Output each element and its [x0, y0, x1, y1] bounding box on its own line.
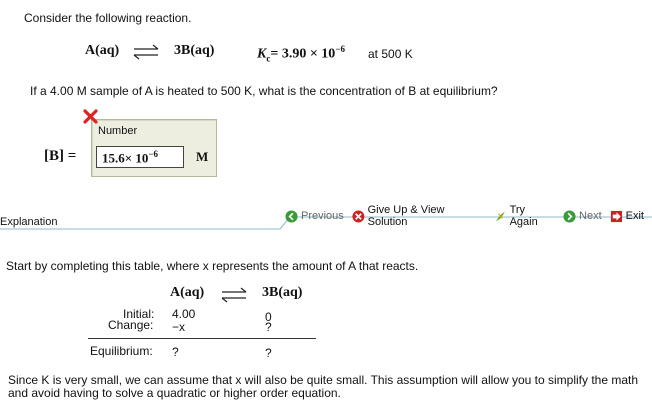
number-label: Number [98, 125, 138, 137]
previous-button[interactable] [285, 210, 344, 223]
reactant: A(aq) [85, 43, 120, 58]
row-initial-a: 4.00 [172, 307, 196, 321]
row-initial-label: Initial: [123, 307, 155, 321]
kc-expression [257, 44, 345, 63]
row-change-a: −x [172, 320, 186, 334]
kc-value: = 3.90 × 10 [270, 46, 336, 62]
row-change-label: Change: [108, 318, 154, 332]
exit-label: Exit [625, 210, 644, 222]
question-intro: Consider the following reaction. [24, 11, 192, 25]
row-initial-b: 0 [265, 310, 272, 324]
kc-label: K [257, 46, 267, 62]
kc-exp: −6 [335, 44, 345, 54]
try-again-icon [494, 210, 507, 223]
answer-input[interactable] [96, 146, 184, 168]
toolbar [285, 204, 652, 228]
answer-value: 15.6× 10 [102, 150, 149, 166]
question-prompt: If a 4.00 M sample of A is heated to 500 K, what is the concentration of B at equilibrium? [30, 84, 498, 98]
give-up-label: Give Up & View Solution [367, 204, 445, 228]
next-arrow-icon [563, 210, 576, 223]
try-again-button[interactable] [494, 204, 555, 228]
species-label: [B] = [44, 148, 77, 164]
incorrect-x-icon [82, 108, 99, 125]
table-header-reactant: A(aq) [170, 285, 205, 300]
product: 3B(aq) [174, 43, 215, 58]
row-equilibrium-b: ? [265, 346, 272, 360]
table-rule [88, 338, 316, 339]
answer-exp: −6 [148, 149, 159, 159]
previous-arrow-icon [285, 210, 298, 223]
table-header-product: 3B(aq) [262, 285, 303, 300]
exit-icon [610, 210, 623, 223]
next-button[interactable] [563, 210, 602, 223]
previous-label: Previous [301, 210, 344, 222]
explanation-intro: Start by completing this table, where x represents the amount of A that reacts. [6, 259, 419, 273]
explanation-footer: Since K is very small, we can assume that x will also be quite small. This assumption will allow you to simplify the math and avoid having to solve a quadratic or higher order equation. [8, 373, 639, 400]
table-equilibrium-arrow-icon [220, 287, 248, 303]
give-up-icon [352, 210, 365, 223]
kc-sub: c [266, 53, 271, 64]
equilibrium-arrow-icon [132, 44, 160, 60]
next-label: Next [579, 210, 602, 222]
answer-unit: M [196, 149, 209, 164]
row-equilibrium-label: Equilibrium: [90, 344, 153, 358]
explanation-tab[interactable]: Explanation [0, 216, 58, 228]
row-equilibrium-a: ? [172, 345, 179, 359]
row-change-b: ? [265, 320, 272, 334]
exit-button[interactable] [610, 210, 644, 223]
try-again-label: Try Again [509, 204, 538, 228]
temperature: at 500 K [368, 47, 413, 61]
give-up-button[interactable] [352, 204, 486, 228]
